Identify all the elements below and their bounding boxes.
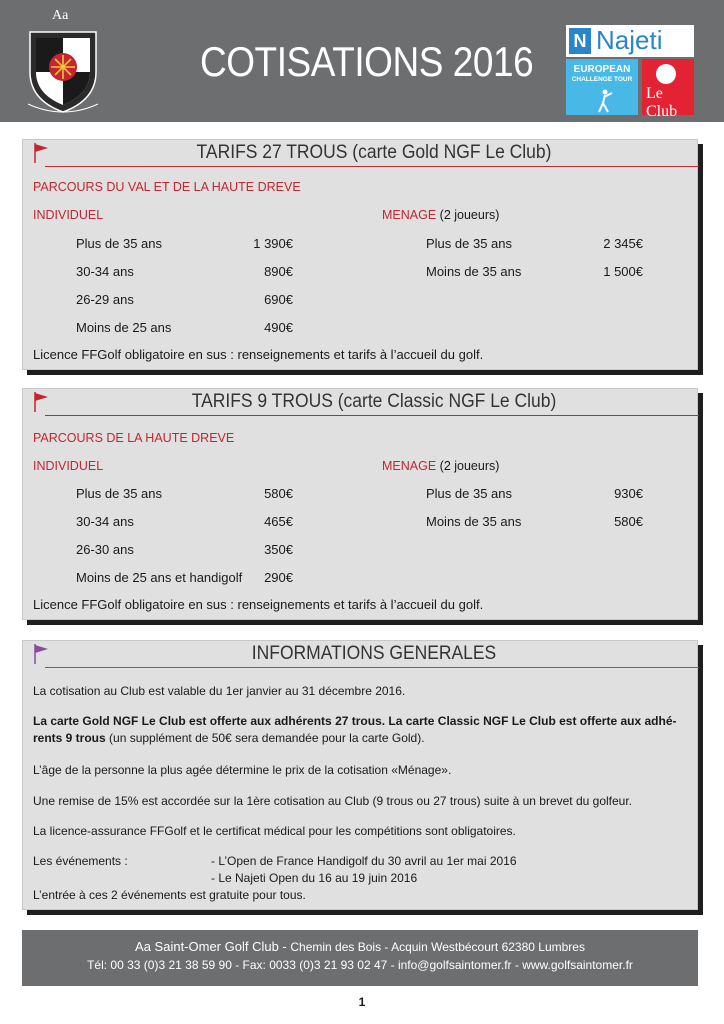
golf-ball-icon [656, 64, 676, 84]
menage-label: MENAGE [382, 208, 437, 222]
section-header [23, 641, 699, 671]
sponsor-logos [566, 25, 694, 120]
price-row-label: 26-29 ans [76, 292, 134, 307]
price-row-value: 465€ [264, 514, 293, 529]
tarifs-27-section [22, 139, 698, 370]
info-validity: La cotisation au Club est valable du 1er janvier au 31 décembre 2016. [33, 684, 406, 698]
european-challenge-tour-logo [566, 59, 638, 115]
event-item: - Le Najeti Open du 16 au 19 juin 2016 [211, 871, 418, 885]
price-row-value: 490€ [264, 320, 293, 335]
info-cards-bold-1: La carte Gold NGF Le Club est offerte aux adhérents 27 trous. La carte Classic NGF Le Club est offerte aux adhé- [33, 714, 677, 728]
crest-text: Aa [52, 8, 69, 23]
najeti-mark-icon: N [569, 28, 591, 54]
info-cards-rest: (un supplément de 50€ sera demandée pour la carte Gold). [105, 731, 425, 745]
page-header [0, 0, 724, 122]
menage-row-label: Plus de 35 ans [426, 486, 513, 501]
price-row-label: 30-34 ans [76, 264, 134, 279]
price-row-label: 26-30 ans [76, 542, 134, 557]
section-title: INFORMATIONS GENERALES [251, 643, 497, 664]
events-note: L’entrée à ces 2 événements est gratuite pour tous. [33, 888, 306, 902]
ect-line-2: CHALLENGE TOUR [571, 76, 633, 83]
club-crest-logo [20, 12, 106, 116]
footer-contact-line[interactable]: Tél: 00 33 (0)3 21 38 59 90 - Fax: 0033 (0)3 21 93 02 47 - info@golfsaintomer.fr - www.golfsaintomer.fr [87, 958, 633, 972]
menage-label: MENAGE [382, 459, 437, 473]
price-row-value: 350€ [264, 542, 293, 557]
section-title: TARIFS 9 TROUS (carte Classic NGF Le Club) [191, 391, 557, 412]
price-row-value: 890€ [264, 264, 293, 279]
event-item: - L’Open de France Handigolf du 30 avril au 1er mai 2016 [211, 854, 517, 868]
page-title: COTISATIONS 2016 [200, 38, 534, 85]
footer-address: Chemin des Bois - Acquin Westbécourt 62380 Lumbres [290, 940, 585, 954]
info-cards [33, 713, 683, 747]
menage-header [382, 459, 499, 473]
price-row-label: Moins de 25 ans [76, 320, 172, 335]
price-row-label: Plus de 35 ans [76, 236, 163, 251]
golfer-icon [594, 89, 616, 113]
price-row-value: 1 390€ [253, 236, 293, 251]
price-row-label: Plus de 35 ans [76, 486, 163, 501]
purple-flag-icon [33, 643, 49, 665]
menage-row-value: 930€ [614, 486, 643, 501]
section-divider [45, 166, 699, 167]
menage-row-label: Moins de 35 ans [426, 514, 522, 529]
info-licence: La licence-assurance FFGolf et le certificat médical pour les compétitions sont obligatoires. [33, 824, 516, 838]
section-title: TARIFS 27 TROUS (carte Gold NGF Le Club) [196, 142, 552, 163]
events-label: Les événements : [33, 854, 128, 868]
footer-address-line [22, 939, 698, 954]
menage-row-value: 1 500€ [603, 264, 643, 279]
licence-note: Licence FFGolf obligatoire en sus : renseignements et tarifs à l’accueil du golf. [33, 597, 484, 612]
tarifs-9-section [22, 388, 698, 620]
info-cards-bold-2: rents 9 trous [33, 731, 106, 745]
menage-row-label: Moins de 35 ans [426, 264, 522, 279]
info-discount: Une remise de 15% est accordée sur la 1ère cotisation au Club (9 trous ou 27 trous) suite à un brevet du golfeur. [33, 794, 633, 808]
section-divider [45, 415, 699, 416]
menage-row-value: 2 345€ [603, 236, 643, 251]
section-divider [45, 667, 699, 668]
price-row-label: 30-34 ans [76, 514, 134, 529]
red-flag-icon [33, 391, 49, 413]
section-header [23, 140, 699, 170]
course-name: PARCOURS DE LA HAUTE DREVE [33, 431, 235, 445]
le-club-logo [642, 59, 694, 120]
course-name: PARCOURS DU VAL ET DE LA HAUTE DREVE [33, 180, 301, 194]
price-row-value: 690€ [264, 292, 293, 307]
price-row-value: 290€ [264, 570, 293, 585]
menage-header [382, 208, 499, 222]
individuel-header: INDIVIDUEL [33, 459, 104, 473]
le-club-text: Le Club [646, 85, 678, 120]
section-header [23, 389, 699, 419]
footer-club-name: Aa Saint-Omer Golf Club - [135, 939, 291, 954]
informations-generales-section [22, 640, 698, 910]
page-number: 1 [358, 995, 366, 1009]
licence-note: Licence FFGolf obligatoire en sus : renseignements et tarifs à l’accueil du golf. [33, 347, 484, 362]
najeti-logo-text: Najeti [596, 25, 663, 55]
info-age: L’âge de la personne la plus agée détermine le prix de la cotisation «Ménage». [33, 763, 452, 777]
page-footer [22, 930, 698, 986]
price-row-label: Moins de 25 ans et handigolf [76, 570, 243, 585]
menage-note: (2 joueurs) [436, 459, 500, 473]
menage-note: (2 joueurs) [436, 208, 500, 222]
individuel-header: INDIVIDUEL [33, 208, 104, 222]
price-row-value: 580€ [264, 486, 293, 501]
menage-row-label: Plus de 35 ans [426, 236, 513, 251]
ect-line-1: EUROPEAN [573, 64, 631, 75]
red-flag-icon [33, 142, 49, 164]
najeti-logo [566, 25, 694, 57]
menage-row-value: 580€ [614, 514, 643, 529]
